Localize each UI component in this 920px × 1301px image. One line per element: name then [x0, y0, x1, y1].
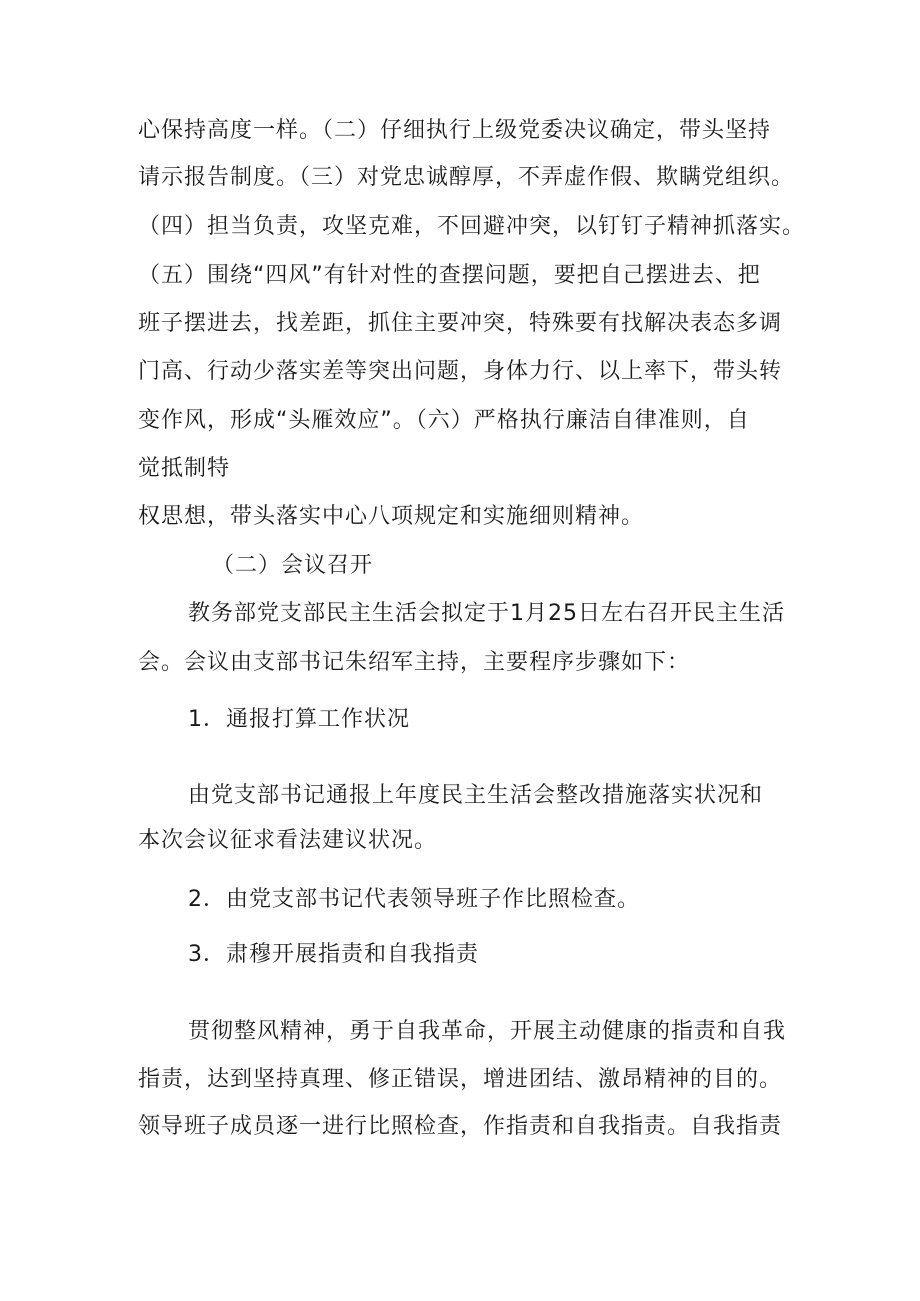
paragraph-line: 觉抵制特 [138, 456, 231, 481]
list-item-heading: 2．由党支部书记代表领导班子作比照检查。 [188, 887, 640, 912]
paragraph-line: 请示报告制度。（三）对党忠诚醇厚，不弄虚作假、欺瞒党组织。 [138, 165, 795, 190]
paragraph-line: （四）担当负责，攻坚克难，不回避冲突，以钉钉子精神抓落实。 [138, 214, 806, 239]
paragraph-line: 领导班子成员逐一进行比照检查，作指责和自我指责。自我指责 [138, 1114, 783, 1139]
list-item-heading: 1．通报打算工作状况 [188, 707, 410, 732]
paragraph-line: 贯彻整风精神，勇于自我革命，开展主动健康的指责和自我 [188, 1019, 787, 1044]
paragraph-line: 班子摆进去，找差距，抓住主要冲突，特殊要有找解决表态多调 [138, 311, 783, 336]
paragraph-line: 门高、行动少落实差等突出问题，身体力行、以上率下，带头转 [138, 359, 783, 384]
section-heading: （二）会议召开 [212, 553, 374, 578]
paragraph-line: 心保持高度一样。（二）仔细执行上级党委决议确定，带头坚持 [138, 118, 772, 143]
paragraph-line: 变作风，形成“头雁效应”。（六）严格执行廉洁自律准则，自 [138, 408, 750, 433]
paragraph-line: 会。会议由支部书记朱绍军主持，主要程序步骤如下： [138, 650, 691, 675]
paragraph-line: 权思想，带头落实中心八项规定和实施细则精神。 [138, 504, 645, 529]
paragraph-line: 教务部党支部民主生活会拟定于1月25日左右召开民主生活 [188, 601, 785, 626]
paragraph-line: 指责，达到坚持真理、修正错误，增进团结、激昂精神的目的。 [138, 1067, 783, 1092]
paragraph-line: （五）围绕“四风”有针对性的查摆问题，要把自己摆进去、把 [138, 263, 761, 288]
paragraph-line: 本次会议征求看法建议状况。 [138, 828, 438, 853]
list-item-heading: 3．肃穆开展指责和自我指责 [188, 942, 479, 967]
paragraph-line: 由党支部书记通报上年度民主生活会整改措施落实状况和 [188, 783, 764, 808]
